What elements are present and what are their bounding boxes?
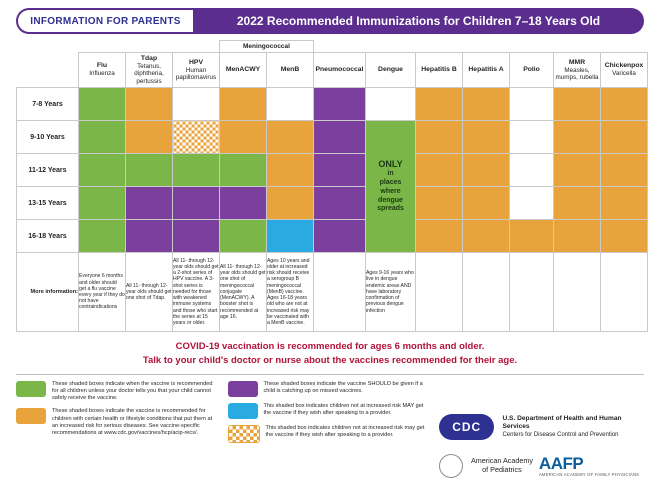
legend-column-right bbox=[228, 381, 430, 449]
cell-hpv-13-15 bbox=[173, 187, 220, 220]
group-spacer bbox=[554, 41, 601, 53]
col-name: HPV bbox=[189, 58, 203, 66]
legend-swatch-orange-icon bbox=[16, 408, 46, 424]
cell-mmr-9-10 bbox=[554, 121, 601, 154]
dengue-only: ONLY bbox=[378, 159, 403, 169]
cell-menb-16-18 bbox=[267, 220, 314, 253]
cell-polio-16-18 bbox=[510, 220, 554, 253]
footnote-dengue: Ages 9-16 years who live in dengue endemic areas AND have laboratory confirmation of previous dengue infection bbox=[366, 253, 416, 332]
hhs-title: U.S. Department of Health and Human Services bbox=[502, 414, 622, 431]
table-row bbox=[17, 187, 648, 220]
footnote-hepa bbox=[463, 253, 510, 332]
cell-hepb-16-18 bbox=[416, 220, 463, 253]
aap-seal-icon bbox=[439, 454, 463, 478]
column-header-menacwy bbox=[220, 53, 267, 88]
table-row bbox=[17, 220, 648, 253]
column-header-menb bbox=[267, 53, 314, 88]
aap-logo bbox=[471, 457, 533, 474]
column-header-tdap bbox=[126, 53, 173, 88]
group-spacer bbox=[366, 41, 416, 53]
cell-mmr-13-15 bbox=[554, 187, 601, 220]
cell-flu-7-8 bbox=[79, 88, 126, 121]
cell-menacwy-7-8 bbox=[220, 88, 267, 121]
table-row bbox=[17, 88, 648, 121]
cell-chickenpox-13-15 bbox=[601, 187, 648, 220]
cdc-subtitle: Centers for Disease Control and Prevention bbox=[502, 431, 619, 438]
legend-text-orange: These shaded boxes indicate the vaccine is recommended for children with certain health or lifestyle conditions that put them at an increased risk for serious diseases. See vaccine-specific recommendations at www.cdc.gov/vaccines/hcp/acip-recs/. bbox=[52, 408, 213, 437]
column-header-flu bbox=[79, 53, 126, 88]
footnote-tdap: All 11- through 12-year olds should get one shot of Tdap. bbox=[126, 253, 173, 332]
age-label-9-10: 9-10 Years bbox=[17, 121, 79, 154]
column-header-dengue bbox=[366, 53, 416, 88]
col-name: MenB bbox=[280, 66, 300, 74]
cell-tdap-16-18 bbox=[126, 220, 173, 253]
column-header-mmr bbox=[554, 53, 601, 88]
legend-item-checker bbox=[228, 425, 430, 443]
footnote-pneumococcal bbox=[314, 253, 366, 332]
cell-hepb-9-10 bbox=[416, 121, 463, 154]
schedule-table bbox=[16, 40, 648, 332]
table-row bbox=[17, 154, 648, 187]
group-spacer bbox=[416, 41, 463, 53]
aafp-logo bbox=[539, 455, 639, 477]
col-name: Hepatitis A bbox=[468, 66, 504, 74]
cell-hepb-7-8 bbox=[416, 88, 463, 121]
cell-hepa-9-10 bbox=[463, 121, 510, 154]
column-header-chickenpox bbox=[601, 53, 648, 88]
col-name: MMR bbox=[568, 58, 586, 66]
legend-swatch-purple-icon bbox=[228, 381, 258, 397]
cell-pneumococcal-16-18 bbox=[314, 220, 366, 253]
schedule-table-wrap bbox=[16, 40, 644, 332]
group-spacer bbox=[173, 41, 220, 53]
group-header-row bbox=[17, 41, 648, 53]
legend-text-purple: These shaded boxes indicate the vaccine SHOULD be given if a child is catching up on missed vaccines. bbox=[263, 380, 423, 394]
legend-text-blue: This shaded box indicates children not at increased risk MAY get the vaccine if they wish after speaking to a provider. bbox=[263, 402, 424, 416]
col-name: Hepatitis B bbox=[421, 66, 457, 74]
cell-tdap-9-10 bbox=[126, 121, 173, 154]
cell-hepa-16-18 bbox=[463, 220, 510, 253]
immunization-schedule-page bbox=[0, 8, 660, 502]
group-header-meningococcal: Meningococcal bbox=[220, 41, 314, 53]
legend-swatch-checker-icon bbox=[228, 425, 260, 443]
cell-chickenpox-9-10 bbox=[601, 121, 648, 154]
group-spacer bbox=[126, 41, 173, 53]
cell-pneumococcal-9-10 bbox=[314, 121, 366, 154]
legend-text-green: These shaded boxes indicate when the vaccine is recommended for all children unless your doctor tells you that your child cannot safely receive the vaccine. bbox=[52, 380, 213, 402]
col-sub: Varicella bbox=[612, 70, 636, 78]
cell-tdap-11-12 bbox=[126, 154, 173, 187]
cdc-logo-text bbox=[502, 415, 644, 440]
column-header-hepatitis-b bbox=[416, 53, 463, 88]
table-row bbox=[17, 121, 648, 154]
col-sub: Influenza bbox=[89, 70, 115, 78]
col-sub: Tetanus, diphtheria, pertussis bbox=[134, 63, 164, 85]
legend-item-orange bbox=[16, 408, 218, 437]
cell-hpv-7-8 bbox=[173, 88, 220, 121]
covid-note-line2: Talk to your child's doctor or nurse about the vaccines recommended for their age. bbox=[142, 354, 518, 366]
cell-pneumococcal-13-15 bbox=[314, 187, 366, 220]
aafp-subtitle: AMERICAN ACADEMY OF FAMILY PHYSICIANS bbox=[538, 472, 640, 477]
covid-note-line1: COVID-19 vaccination is recommended for ages 6 months and older. bbox=[175, 341, 485, 352]
legend-item-blue bbox=[228, 403, 430, 419]
cell-hepb-11-12 bbox=[416, 154, 463, 187]
footnote-chickenpox bbox=[601, 253, 648, 332]
column-header-hepatitis-a bbox=[463, 53, 510, 88]
cell-tdap-7-8 bbox=[126, 88, 173, 121]
col-name: MenACWY bbox=[225, 66, 261, 74]
cell-hepa-11-12 bbox=[463, 154, 510, 187]
legend-swatch-blue-icon bbox=[228, 403, 258, 419]
column-header-polio bbox=[510, 53, 554, 88]
cell-hpv-16-18 bbox=[173, 220, 220, 253]
cell-chickenpox-16-18 bbox=[601, 220, 648, 253]
cdc-mark-icon: CDC bbox=[439, 414, 494, 440]
cell-tdap-13-15 bbox=[126, 187, 173, 220]
col-name: Dengue bbox=[378, 66, 403, 74]
divider bbox=[16, 374, 644, 375]
more-information-label: More information: bbox=[17, 253, 79, 332]
cell-chickenpox-7-8 bbox=[601, 88, 648, 121]
logo-block bbox=[439, 414, 644, 478]
col-sub: Measles, mumps, rubella bbox=[555, 66, 599, 81]
group-spacer bbox=[79, 41, 126, 53]
cell-mmr-7-8 bbox=[554, 88, 601, 121]
footnote-hepb bbox=[416, 253, 463, 332]
aap-line2: of Pediatrics bbox=[482, 465, 522, 474]
col-name: Pneumococcal bbox=[315, 66, 364, 74]
cell-mmr-16-18 bbox=[554, 220, 601, 253]
group-spacer bbox=[601, 41, 648, 53]
cell-polio-11-12 bbox=[510, 154, 554, 187]
group-spacer bbox=[314, 41, 366, 53]
cell-menb-9-10 bbox=[267, 121, 314, 154]
column-header-hpv bbox=[173, 53, 220, 88]
footnote-flu: Everyone 6 months and older should get a flu vaccine every year if they do not have contraindications bbox=[79, 253, 126, 332]
cell-pneumococcal-11-12 bbox=[314, 154, 366, 187]
cell-chickenpox-11-12 bbox=[601, 154, 648, 187]
corner-cell bbox=[17, 53, 79, 88]
footnote-hpv: All 11- through 12-year olds should get a 2-shot series of HPV vaccine. A 3-shot series is needed for those with weakened immune systems and those who start the series at 15 years or older. bbox=[173, 253, 220, 332]
cell-hepa-13-15 bbox=[463, 187, 510, 220]
age-label-11-12: 11-12 Years bbox=[17, 154, 79, 187]
cdc-logo bbox=[439, 414, 644, 440]
header-info-for-parents: INFORMATION FOR PARENTS bbox=[16, 8, 193, 34]
cell-hpv-9-10 bbox=[173, 121, 220, 154]
cell-pneumococcal-7-8 bbox=[314, 88, 366, 121]
legend-item-green bbox=[16, 381, 218, 403]
cell-polio-9-10 bbox=[510, 121, 554, 154]
cell-hpv-11-12 bbox=[173, 154, 220, 187]
footnote-menb: Ages 10 years and older at increased risk should receive a serogroup B meningococcal (MenB) vaccine. Ages 16-18 years old who are not at increased risk may be vaccinated with a MenB vaccine. bbox=[267, 253, 314, 332]
cell-flu-16-18 bbox=[79, 220, 126, 253]
cell-mmr-11-12 bbox=[554, 154, 601, 187]
col-name: Polio bbox=[523, 66, 540, 74]
cell-polio-7-8 bbox=[510, 88, 554, 121]
cell-menb-7-8 bbox=[267, 88, 314, 121]
header-title: 2022 Recommended Immunizations for Children 7–18 Years Old bbox=[193, 8, 644, 34]
age-label-13-15: 13-15 Years bbox=[17, 187, 79, 220]
cell-dengue-7-8 bbox=[366, 88, 416, 121]
cell-menacwy-11-12 bbox=[220, 154, 267, 187]
legend-text-checker: This shaded box indicates children not at increased risk may get the vaccine if they wish after speaking to a provider. bbox=[265, 424, 425, 438]
cell-polio-13-15 bbox=[510, 187, 554, 220]
cell-flu-11-12 bbox=[79, 154, 126, 187]
aafp-name: AAFP bbox=[538, 454, 584, 473]
age-label-7-8: 7-8 Years bbox=[17, 88, 79, 121]
cell-hepb-13-15 bbox=[416, 187, 463, 220]
footnote-mmr bbox=[554, 253, 601, 332]
group-spacer bbox=[17, 41, 79, 53]
age-label-16-18: 16-18 Years bbox=[17, 220, 79, 253]
cell-menacwy-16-18 bbox=[220, 220, 267, 253]
cell-dengue-note bbox=[366, 121, 416, 253]
group-spacer bbox=[463, 41, 510, 53]
col-name: Flu bbox=[96, 62, 108, 70]
column-header-pneumococcal bbox=[314, 53, 366, 88]
cell-flu-13-15 bbox=[79, 187, 126, 220]
header bbox=[16, 8, 644, 34]
dengue-dengue: dengue bbox=[378, 196, 403, 204]
column-header-row bbox=[17, 53, 648, 88]
partner-logos bbox=[439, 454, 644, 478]
group-spacer bbox=[510, 41, 554, 53]
cell-menb-13-15 bbox=[267, 187, 314, 220]
cell-hepa-7-8 bbox=[463, 88, 510, 121]
cell-flu-9-10 bbox=[79, 121, 126, 154]
footnote-menacwy: All 11- through 12-year olds should get one shot of meningococcal conjugate (MenACWY). A booster shot is recommended at age 16. bbox=[220, 253, 267, 332]
covid-note bbox=[16, 340, 644, 368]
cell-menacwy-9-10 bbox=[220, 121, 267, 154]
cell-menacwy-13-15 bbox=[220, 187, 267, 220]
footnote-row bbox=[17, 253, 648, 332]
dengue-places: places bbox=[379, 179, 402, 186]
col-name: Tdap bbox=[140, 55, 158, 63]
dengue-where: where bbox=[380, 187, 401, 195]
aap-line1: American Academy bbox=[471, 456, 533, 466]
footnote-polio bbox=[510, 253, 554, 332]
col-sub: Human papillomavirus bbox=[175, 66, 217, 81]
col-name: Chickenpox bbox=[604, 62, 644, 70]
legend-item-purple bbox=[228, 381, 430, 397]
legend-swatch-green-icon bbox=[16, 381, 46, 397]
dengue-spreads: spreads bbox=[377, 205, 404, 213]
dengue-in: in bbox=[387, 170, 394, 178]
cell-menb-11-12 bbox=[267, 154, 314, 187]
legend-column-left bbox=[16, 381, 218, 449]
